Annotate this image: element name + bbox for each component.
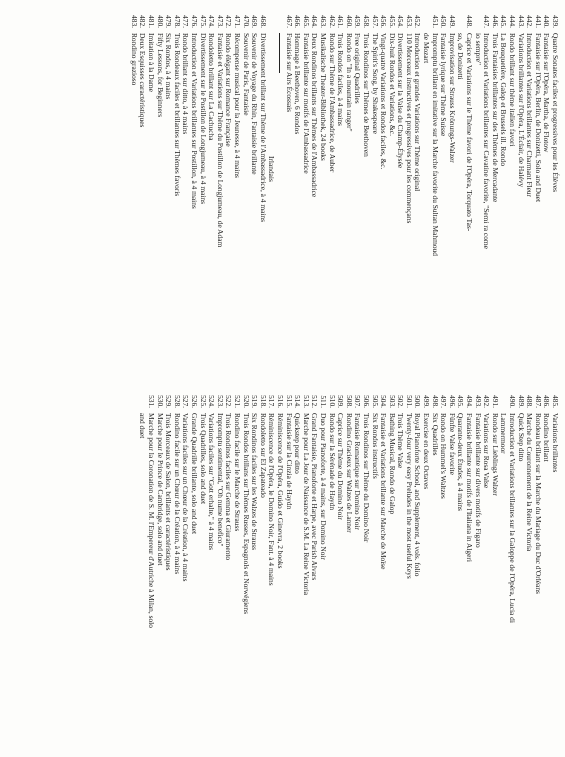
opus-number: 456. — [379, 15, 389, 28]
opus-number: 506. — [361, 395, 371, 408]
opus-number: 479. — [164, 15, 174, 28]
opus-number: 463. — [318, 15, 328, 28]
catalogue-entry — [327, 386, 336, 752]
opus-number: 519. — [250, 395, 260, 408]
opus-number: 507. — [353, 395, 363, 408]
catalogue-entry — [430, 6, 439, 378]
work-title: Grande Quadrille brillante, solo and duet — [190, 413, 200, 535]
work-title: La Bouquetière, Galop et Brussels ill. Rondo — [499, 33, 509, 167]
opus-number: 487. — [533, 395, 543, 408]
catalogue-entry — [490, 386, 499, 752]
catalogue-entry — [456, 386, 465, 752]
opus-number: 475. — [198, 15, 208, 28]
work-title: Six Rondinos faciles sur les Walzes de Strauss — [250, 413, 260, 551]
opus-number: 508. — [344, 395, 354, 408]
opus-number: 448. — [465, 15, 475, 28]
section-rule — [275, 6, 284, 378]
work-title: Impromptu sentimental, "Oh nume benefico" — [215, 413, 225, 547]
work-title: Rondo sur Thème de l'Ambassadrice, de Auber — [327, 33, 337, 173]
work-title: Fantaisie sur l'Opéra, Berlin, de Donizetti, Solo and Duet — [533, 33, 543, 203]
opus-number: 513. — [301, 395, 311, 408]
catalogue-entry — [284, 386, 293, 752]
opus-number: 499. — [422, 395, 432, 408]
catalogue-entry — [533, 386, 542, 752]
opus-number: 441. — [533, 15, 543, 28]
catalogue-entry — [224, 6, 233, 378]
opus-number: 451. — [430, 15, 440, 28]
work-title: Trois Morceaux de Salon, brillants et caractéristiques — [164, 413, 174, 571]
catalogue-entry — [422, 386, 431, 752]
catalogue-entry — [138, 386, 147, 752]
opus-number: 523. — [215, 395, 225, 408]
opus-number: 452. — [413, 15, 423, 28]
work-title: Six Quadrilles — [430, 413, 440, 456]
work-title: and duet — [138, 413, 148, 439]
work-title: Fantaisie et Variations brillante sur Marche de Moïse — [379, 413, 389, 570]
opus-number: 490. — [508, 395, 518, 408]
catalogue-entry — [207, 386, 216, 752]
work-title: Trois Rondeaux faciles et brillantes sur Thèmes favoris — [172, 33, 182, 197]
work-title: Trois Quadrilles, solo and duet — [198, 413, 208, 505]
opus-number: 470. — [241, 15, 251, 28]
opus-number: 465. — [301, 15, 311, 28]
catalogue-entry — [507, 386, 516, 752]
catalogue-entry — [413, 6, 422, 378]
opus-number: 446. — [490, 15, 500, 28]
opus-number: 514. — [293, 395, 303, 408]
work-title: Fifty Lessons, for Beginners — [155, 33, 165, 118]
work-title: Royal Pianoforte School, and Supplement, 4 vols. folio — [413, 413, 423, 577]
work-title: Rondo on "In a mountain ranger" — [344, 33, 354, 132]
catalogue-heading — [267, 6, 276, 378]
catalogue-entry — [379, 6, 388, 378]
catalogue-entry — [499, 6, 508, 378]
catalogue-entry — [361, 386, 370, 752]
opus-number: 453. — [404, 15, 414, 28]
catalogue-entry — [275, 386, 284, 752]
opus-number: 527. — [181, 395, 191, 408]
catalogue-entry — [542, 6, 551, 378]
catalogue-entry — [473, 6, 482, 378]
work-title: Rondo élégant sur Romance Française — [224, 33, 234, 147]
catalogue-entry — [370, 386, 379, 752]
work-title: Variations faciles sur "Gott erhalte," à 4 mains — [207, 413, 217, 550]
catalogue-entry — [189, 6, 198, 378]
work-title: Hommage à Beethoven, 6 Rondos — [293, 33, 303, 135]
work-title: Introduction et Variations brillantes sur Postillon, à 4 mains — [190, 33, 200, 209]
opus-number: 501. — [404, 395, 414, 408]
opus-number: 531. — [147, 395, 157, 408]
work-title: Variations faciles sur un Chœur de la Création, à 4 mains — [181, 413, 191, 582]
opus-number: 516. — [276, 395, 285, 408]
catalogue-entry — [198, 386, 207, 752]
catalogue-entry — [293, 386, 302, 752]
work-title: Duo pour Pianoforte, à 4 mains, sur Domino Noir — [318, 413, 328, 560]
work-title: Variations sur Rosa Valse — [482, 413, 492, 489]
catalogue-entry — [336, 386, 345, 752]
opus-number: 525. — [198, 395, 208, 408]
work-title: The Spirit's Song, by Shakespeare — [370, 33, 380, 134]
work-title: Rondino facile sur un Chœur de la Création, à 4 mains — [172, 413, 182, 575]
work-title: Fantaisie sur la Cinzia de Haydn — [284, 413, 294, 510]
work-title: Fantaisie et Variations sur Thème du Postillon de Longjumeau, de Adam — [215, 33, 225, 248]
opus-number: 521. — [233, 395, 243, 408]
opus-number: 449. — [447, 15, 457, 28]
opus-number: 472. — [224, 15, 234, 28]
work-title: Quickstep pour ditto — [293, 413, 303, 474]
opus-number: 491. — [490, 395, 500, 408]
opus-number: 498. — [430, 395, 440, 408]
catalogue-entry — [138, 6, 147, 378]
catalogue-entry — [147, 6, 156, 378]
work-title: Rondo on Hummel's Waltzes — [439, 413, 449, 499]
work-title: Dix-huit Rondos et Variations, &c. — [387, 33, 397, 136]
opus-number: 485. — [551, 395, 560, 408]
opus-number: 528. — [172, 395, 182, 408]
opus-number: 469. — [250, 15, 260, 28]
work-title: Quick Step ditto — [516, 413, 526, 462]
catalogue-entry — [379, 386, 388, 752]
opus-number: 478. — [172, 15, 182, 28]
work-title: Free original Quadrilles — [353, 33, 363, 104]
catalogue-entry — [396, 6, 405, 378]
opus-number: 517. — [267, 395, 277, 408]
opus-number: 502. — [396, 395, 406, 408]
opus-number: 455. — [387, 15, 397, 28]
opus-number: 494. — [465, 395, 475, 408]
opus-number: 483. — [129, 15, 139, 28]
opus-number: 481. — [147, 15, 157, 28]
opus-number: 477. — [181, 15, 191, 28]
work-title: Imitation à la Dame — [147, 33, 157, 92]
work-title: Rondino brillant — [542, 413, 552, 462]
catalogue-entry — [147, 386, 156, 752]
work-title: Rondo brillant sur thème italien favori — [508, 33, 518, 147]
catalogue-entry — [336, 6, 345, 378]
catalogue-entry — [456, 6, 465, 378]
work-title: Introduction et Variations brillantes sur Charmant Fleur — [525, 33, 535, 198]
opus-number: 505. — [370, 395, 380, 408]
catalogue-entry — [189, 386, 198, 752]
work-title: Trois Rondos faciles, à 4 mains — [336, 33, 346, 126]
catalogue-entry — [413, 386, 422, 752]
opus-number: 445. — [499, 15, 509, 28]
work-title: Fantaisie lyrique sur Thème Suisse — [439, 33, 449, 137]
work-title: Fantaisie brillante sur motifs de l'Italiana in Algeri — [465, 413, 475, 562]
opus-number: 510. — [327, 395, 337, 408]
catalogue-entry — [507, 6, 516, 378]
catalogue-entry — [164, 6, 173, 378]
opus-number: 518. — [258, 395, 268, 408]
catalogue-entry — [129, 6, 138, 378]
catalogue-entry — [404, 6, 413, 378]
catalogue-entry — [250, 386, 259, 752]
opus-number: 450. — [439, 15, 449, 28]
work-title: Rondoletto sur El Zapateado — [258, 413, 268, 498]
catalogue-entry — [284, 6, 293, 378]
opus-number: 457. — [370, 15, 380, 28]
catalogue-entry — [482, 386, 491, 752]
work-title: Trois Thème Valse — [396, 413, 406, 469]
catalogue-entry — [353, 386, 362, 752]
work-title: io sempre" — [473, 33, 483, 65]
opus-number: 476. — [190, 15, 200, 28]
catalogue-entry — [404, 386, 413, 752]
catalogue-entry — [439, 6, 448, 378]
catalogue-entry — [361, 6, 370, 378]
catalogue-entry — [387, 6, 396, 378]
work-title: Fantaisie sur l'Opéra, Martha, de Flotow — [542, 33, 552, 153]
opus-number: 442. — [525, 15, 535, 28]
right-column — [138, 386, 559, 752]
work-title: Divertissement sur la Valse du Champ-Élysée — [396, 33, 406, 169]
catalogue-entry — [241, 386, 250, 752]
catalogue-entry — [198, 6, 207, 378]
opus-number: 488. — [525, 395, 535, 408]
catalogue-entry — [215, 6, 224, 378]
catalogue-entry — [155, 386, 164, 752]
work-title: Impromptu brillant en imitative sur la Marche favorite du Sultan Mahmoud — [430, 33, 440, 256]
rule-line — [279, 33, 280, 73]
work-title: Rondo sur Lieblings Walzer — [490, 413, 500, 496]
opus-number: 474. — [207, 15, 217, 28]
opus-number: 467. — [284, 15, 294, 28]
work-title: Fantaisie Romantique sur Domino Noir — [353, 413, 363, 531]
catalogue-entry — [396, 386, 405, 752]
catalogue-entry — [422, 6, 431, 378]
work-title: Trois Rondinos sur Thème du Domino Noir — [361, 413, 371, 543]
catalogue-entry — [447, 386, 456, 752]
work-title: so, de Donizetti — [456, 33, 466, 80]
work-title: Exercise en deux Octaves — [422, 413, 432, 490]
opus-number: 493. — [473, 395, 483, 408]
work-title: Fantaisie brillante sur motifs de l'Ambassadrice — [301, 33, 311, 174]
catalogue-entry — [387, 386, 396, 752]
opus-number: 509. — [336, 395, 346, 408]
work-title: Improvisation sur Strauss Krönungs-Walzer — [447, 33, 457, 163]
catalogue-entry — [232, 386, 241, 752]
opus-number: 460. — [344, 15, 354, 28]
work-title: Trois Fantaisies brillantes sur des Thèmes de Mercadante — [490, 33, 500, 203]
work-title: Twenty-four very easy Preludes in the most useful Keys — [404, 413, 414, 579]
opus-number: 444. — [508, 15, 518, 28]
catalogue-entry — [181, 6, 190, 378]
work-title: Caprice sur Thème du Domino Noir — [336, 413, 346, 520]
left-column — [129, 6, 559, 378]
catalogue-entry — [310, 386, 319, 752]
work-title: Rondo sur la Sérénade de Haydn — [327, 413, 337, 511]
work-title: Rondino facile sur le Marche de Strauss — [233, 413, 243, 532]
opus-number: 489. — [516, 395, 526, 408]
catalogue-entry — [318, 6, 327, 378]
work-title: Rondoletto brillant sur La Cachucha — [207, 33, 217, 141]
work-title: Rondino Gracieux sur Walzes de Lanner — [344, 413, 354, 533]
catalogue-entry — [430, 386, 439, 752]
opus-number: 440. — [542, 15, 552, 28]
catalogue-entry — [473, 386, 482, 752]
work-title: Introduction et Variations brillantes sur Cavatine favorite, "Semi ra come — [482, 33, 492, 249]
work-title: Introduction et grandes Variations sur Thème original — [413, 33, 423, 192]
opus-number: 468. — [258, 15, 268, 28]
work-title: Rondino grazioso — [129, 33, 139, 86]
opus-number: 522. — [224, 395, 234, 408]
catalogue-entry — [181, 386, 190, 752]
opus-number: 503. — [387, 395, 397, 408]
work-title: Rondo brillant sur ditto, à 4 mains — [181, 33, 191, 135]
opus-number: 482. — [138, 15, 148, 28]
catalogue-entry — [232, 6, 241, 378]
work-title: Vingt-quatre Variations et Rondos faciles, &c. — [379, 33, 389, 170]
opus-number: 524. — [207, 395, 217, 408]
work-title: Marche pour La Jour de Naissance de S.M. La Reine Victoria — [301, 413, 311, 596]
catalogue-entry — [499, 386, 508, 752]
opus-number: 529. — [164, 395, 174, 408]
opus-number: 512. — [310, 395, 320, 408]
opus-number: 492. — [482, 395, 492, 408]
work-title: 110 Morceaux instructives et progressives pour les commençans — [404, 33, 414, 224]
opus-number: 526. — [190, 395, 200, 408]
work-title: Souvenir de Voyage du Rhin, Fantaisie brillante — [250, 33, 260, 175]
work-title: de Mozart — [422, 33, 432, 64]
catalogue-entry — [482, 6, 491, 378]
heading-text: Irlandais — [267, 156, 277, 182]
catalogue-entry — [172, 6, 181, 378]
catalogue-entry — [516, 6, 525, 378]
work-title: Divertissement brillant sur Thème de l'Ambassadrice, à 4 mains — [258, 33, 268, 222]
opus-number: 464. — [310, 15, 320, 28]
opus-number: 447. — [482, 15, 492, 28]
work-title: Introduction et Variations brillantes sur la Galoppe de l'Opéra, Lucia di — [508, 413, 518, 623]
opus-number: 439. — [551, 15, 560, 28]
catalogue-entry — [318, 386, 327, 752]
catalogue-entry — [215, 386, 224, 752]
catalogue-entry — [258, 386, 267, 752]
opus-number: 461. — [336, 15, 346, 28]
opus-number: 473. — [215, 15, 225, 28]
work-title: Fantaisie brillante sur divers motifs de Figaro — [473, 413, 483, 548]
work-title: Trois Rondos brillans sur Thèmes Russes, Espagnols et Norwégiens — [241, 413, 251, 614]
work-title: Récompense musical pour la Jeunesse, à 4 mains — [233, 33, 243, 178]
catalogue-entry — [155, 6, 164, 378]
opus-number: 471. — [233, 15, 243, 28]
work-title: Deux Esquisses caractéristiques — [138, 33, 148, 128]
opus-number: 495. — [456, 395, 466, 408]
work-title: Souvenir de Paris, Fantaisie — [241, 33, 251, 116]
work-title: Variations brillantes — [551, 413, 560, 473]
opus-number: 454. — [396, 15, 406, 28]
catalogue-entry — [224, 386, 233, 752]
work-title: Réminiscence de l'Opéra, Guido et Ginevra, 2 books — [276, 413, 285, 569]
opus-number: 500. — [413, 395, 423, 408]
work-title: Grand Fantaisie, Pianoforte et Harpe, avec Parish Alvars — [310, 413, 320, 581]
catalogue-entry — [301, 386, 310, 752]
catalogue-entry — [490, 6, 499, 378]
catalogue-entry — [439, 386, 448, 752]
catalogue-entry — [550, 386, 559, 752]
work-title: Rondeau brillant sur la Marche du Mariage du Duc d'Orléans — [533, 413, 543, 594]
catalogue-entry — [353, 6, 362, 378]
work-title: Musikalische Theater-Bibliothek, 24 books — [318, 33, 328, 161]
work-title: Réminiscence de l'Opéra, le Domino Noir, Fant. à 4 mains — [267, 413, 277, 586]
work-title: Bathing Musical, Rondo de Galop — [387, 413, 397, 515]
work-title: Fantaisie sur Airs Écossais — [284, 33, 294, 113]
work-title: Fünfte Valse favorite — [447, 413, 457, 475]
work-title: Lammermoor — [499, 413, 509, 454]
catalogue-entry — [344, 386, 353, 752]
catalogue-entry — [172, 386, 181, 752]
work-title: Six Rondos, à 4 mains — [164, 33, 174, 100]
opus-number: 520. — [241, 395, 251, 408]
opus-number: 530. — [155, 395, 165, 408]
opus-number: 462. — [327, 15, 337, 28]
catalogue-entry — [525, 386, 534, 752]
catalogue-entry — [542, 386, 551, 752]
work-title: Quatre Sonates faciles et progressives pour les Élèves — [551, 33, 560, 193]
work-title: Marche pour le Prince de Cambridge, solo and duet — [155, 413, 165, 566]
opus-number: 511. — [318, 395, 328, 408]
work-title: Quarante-deux Études, à 4 mains — [456, 413, 466, 511]
opus-number: 443. — [516, 15, 526, 28]
catalogue-entry — [464, 6, 473, 378]
opus-number: 466. — [293, 15, 303, 28]
work-title: Marche pour la Coronation de S. M. l'Empereur d'Autriche à Milan, solo — [147, 413, 157, 628]
work-title: Six Rondos instructifs — [370, 413, 380, 479]
opus-number: 480. — [155, 15, 165, 28]
work-title: Trois Rondinos faciles sur Gemma et Giuramento — [224, 413, 234, 561]
opus-number: 486. — [542, 395, 552, 408]
catalogue-entry — [310, 6, 319, 378]
opus-number: 515. — [284, 395, 294, 408]
catalogue-entry — [370, 6, 379, 378]
catalogue-entry — [258, 6, 267, 378]
catalogue-entry — [533, 6, 542, 378]
work-title: Caprice et Variations sur le Thème favori de l'Opéra, Torquato Tas- — [465, 33, 475, 232]
work-title: Marche du Couronnement de la Reine Victoria — [525, 413, 535, 552]
catalogue-entry — [447, 6, 456, 378]
opus-number: 496. — [447, 395, 457, 408]
catalogue-entry — [267, 386, 276, 752]
opus-number: 504. — [379, 395, 389, 408]
catalogue-entry — [550, 6, 559, 378]
opus-number: 497. — [439, 395, 449, 408]
catalogue-entry — [250, 6, 259, 378]
catalogue-entry — [464, 386, 473, 752]
catalogue-entry — [327, 6, 336, 378]
opus-number: 458. — [361, 15, 371, 28]
catalogue-entry — [241, 6, 250, 378]
catalogue-entry — [344, 6, 353, 378]
catalogue-entry — [164, 386, 173, 752]
catalogue-entry — [516, 386, 525, 752]
work-title: Deux Rondinos brillants sur Thèmes de l'Ambassadrice — [310, 33, 320, 198]
work-title: Variations brillantes sur l'Opéra, L'Éclair, de Halévy — [516, 33, 526, 188]
catalogue-entry — [301, 6, 310, 378]
catalogue-entry — [207, 6, 216, 378]
opus-number: 459. — [353, 15, 363, 28]
work-title: Divertissement sur le Postillon de Longjumeau, à 4 mains — [198, 33, 208, 204]
work-title: Trois Rondinos sur Thèmes de Beethoven — [361, 33, 371, 157]
